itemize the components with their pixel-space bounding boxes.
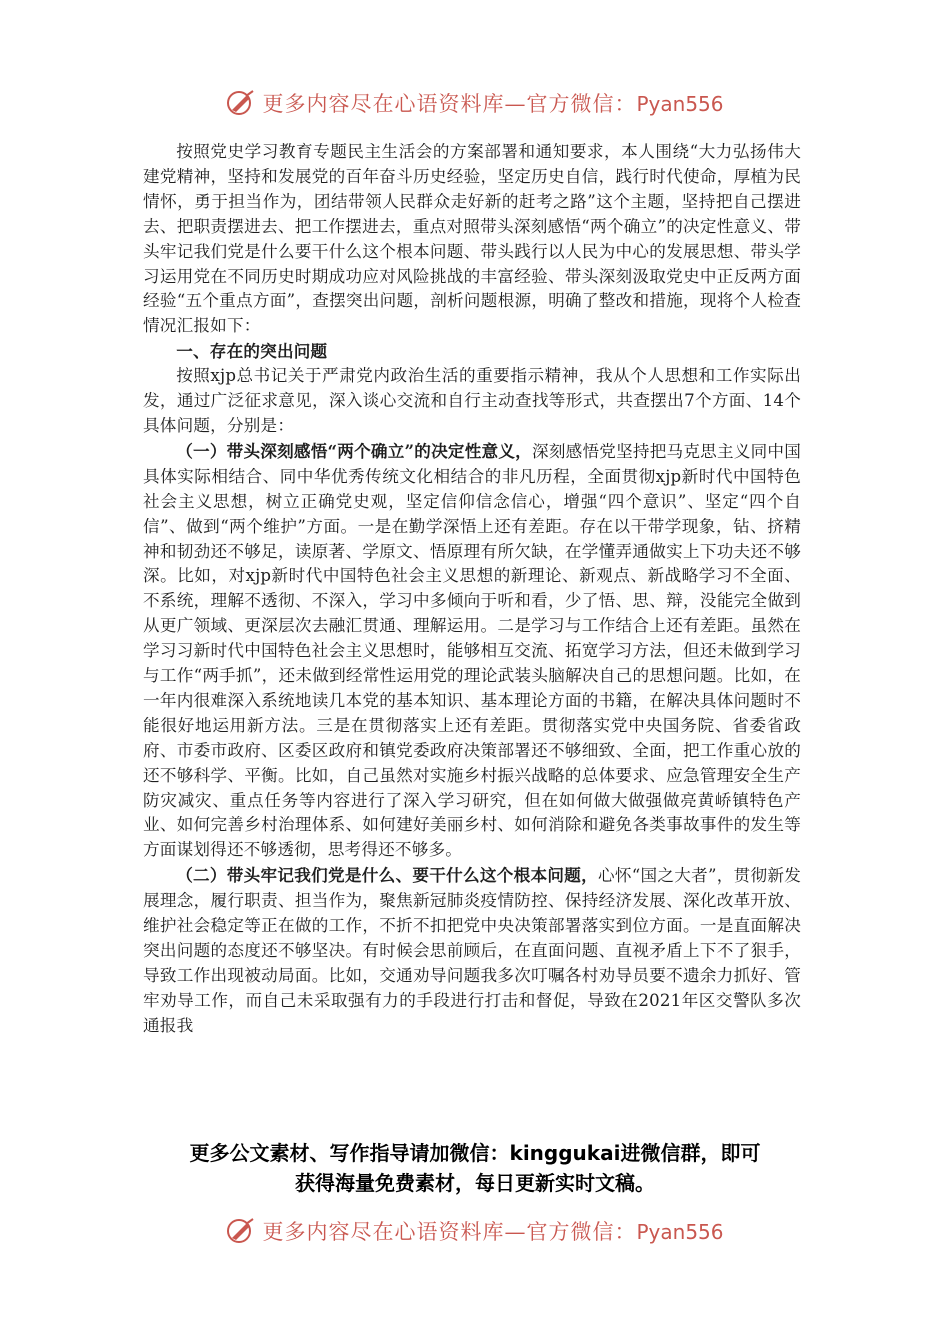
pen-logo-icon bbox=[226, 88, 256, 118]
watermark-text: 更多内容尽在心语资料库—官方微信：Pyan556 bbox=[262, 92, 724, 116]
promo-line-2: 获得海量免费素材，每日更新实时文稿。 bbox=[295, 1171, 655, 1195]
promo-banner bbox=[130, 1138, 820, 1198]
item-1-body: 深刻感悟党坚持把马克思主义同中国具体实际相结合、同中华优秀传统文化相结合的非凡历程，全面贯彻xjp新时代中国特色社会主义思想，树立正确党史观，坚定信仰信念信心，增强“四个意识”、坚定“四个自信”、做到“两个维护”方面。一是在勤学深悟上还有差距。存在以干带学现象，钻、挤精神和韧劲还不够足，读原著、学原文、悟原理有所欠缺，在学懂弄通做实上下功夫还不够深。比如，对xjp新时代中国特色社会主义思想的新理论、新观点、新战略学习不全面、不系统，理解不透彻、不深入，学习中多倾向于听和看，少了悟、思、辩，没能完全做到从更广领域、更深层次去融汇贯通、理解运用。二是学习与工作结合上还有差距。虽然在学习习新时代中国特色社会主义思想时，能够相互交流、拓宽学习方法，但还未做到学习与工作“两手抓”，还未做到经常性运用党的理论武装头脑解决自己的思想问题。比如，在一年内很难深入系统地读几本党的基本知识、基本理论方面的书籍，在解决具体问题时不能很好地运用新方法。三是在贯彻落实上还有差距。贯彻落实党中央国务院、省委省政府、市委市政府、区委区政府和镇党委政府决策部署还不够细致、全面，把工作重心放的还不够科学、平衡。比如，自己虽然对实施乡村振兴战略的总体要求、应急管理安全生产防灾减灾、重点任务等内容进行了深入学习研究，但在如何做大做强做亮黄峤镇特色产业、如何完善乡村治理体系、如何建好美丽乡村、如何消除和避免各类事故事件的发生等方面谋划得还不够透彻，思考得还不够多。 bbox=[143, 441, 801, 860]
pen-logo-icon bbox=[226, 1216, 256, 1246]
watermark-text: 更多内容尽在心语资料库—官方微信：Pyan556 bbox=[262, 1220, 724, 1244]
item-2-title: （二）带头牢记我们党是什么、要干什么这个根本问题， bbox=[176, 865, 598, 886]
document-body bbox=[143, 140, 801, 1039]
section-heading-1: 一、存在的突出问题 bbox=[176, 341, 328, 362]
paragraph-item-1 bbox=[143, 439, 801, 863]
watermark-footer bbox=[0, 1214, 950, 1248]
item-1-title: （一）带头深刻感悟“两个确立”的决定性意义， bbox=[176, 440, 532, 461]
watermark-header bbox=[0, 86, 950, 120]
promo-line-1: 更多公文素材、写作指导请加微信：kinggukai进微信群，即可 bbox=[189, 1141, 761, 1165]
intro-paragraph: 按照党史学习教育专题民主生活会的方案部署和通知要求，本人围绕“大力弘扬伟大建党精神，坚持和发展党的百年奋斗历史经验，坚定历史自信，践行时代使命，厚植为民情怀，勇于担当作为，团结带领人民群众走好新的赶考之路”这个主题，坚持把自己摆进去、把职责摆进去、把工作摆进去，重点对照带头深刻感悟“两个确立”的决定性意义、带头牢记我们党是什么要干什么这个根本问题、带头践行以人民为中心的发展思想、带头学习运用党在不同历史时期成功应对风险挑战的丰富经验、带头深刻汲取党史中正反两方面经验“五个重点方面”，查摆突出问题，剖析问题根源，明确了整改和措施，现将个人检查情况汇报如下： bbox=[143, 142, 801, 336]
paragraph-item-2 bbox=[143, 863, 801, 1038]
paragraph-overview: 按照xjp总书记关于严肃党内政治生活的重要指示精神，我从个人思想和工作实际出发，通过广泛征求意见，深入谈心交流和自行主动查找等形式，共查摆出7个方面、14个具体问题，分别是： bbox=[143, 366, 801, 435]
item-2-body: 心怀“国之大者”，贯彻新发展理念，履行职责、担当作为，聚焦新冠肺炎疫情防控、保持经济发展、深化改革开放、维护社会稳定等正在做的工作，不折不扣把党中央决策部署落实到位方面。一是直面解决突出问题的态度还不够坚决。有时候会思前顾后，在直面问题、直视矛盾上下不了狠手，导致工作出现被动局面。比如，交通劝导问题我多次叮嘱各村劝导员要不遗余力抓好、管牢劝导工作，而自己未采取强有力的手段进行打击和督促，导致在2021年区交警队多次通报我 bbox=[143, 866, 801, 1035]
